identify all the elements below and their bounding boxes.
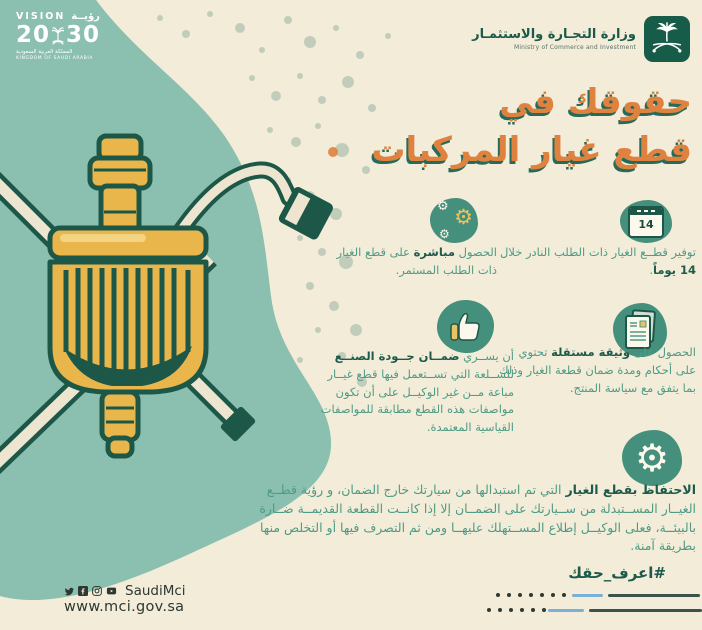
ministry-name-en: Ministry of Commerce and Investment [513,44,636,51]
gear-icon: ⚙ [622,430,682,486]
ministry-name-ar: وزارة التجـارة والاستثمـار [472,27,636,42]
calendar-icon [620,200,672,243]
vision-2030-logo [16,12,126,61]
decor-line-blue [572,594,603,597]
palm-icon [52,27,64,45]
page-title [371,78,692,175]
website-url: www.mci.gov.sa [64,599,185,615]
ministry-logo [472,16,690,62]
year-right: 30 [66,22,101,48]
decor-dots [487,608,546,612]
social-row [64,583,186,599]
section-keep-parts-text: الاحتفاظ بقطع الغيار التي تم استبدالها من سيارتك خارج الضمان، و رؤية قطــع الغيــار المســتبدلة من ســيارتك على الضمــان إلا إذا كانــت القطعة القديمــة ضــارة بالبيئــة، فعلى الوكيــل إطلاع المســتهلك عليهــا ومن ثم التصرف فيها أو التخلص منها بطريقة آمنة. [259,482,696,554]
thumbs-up-icon [437,300,494,353]
title-line-1: حقوقك في [499,82,692,122]
decor-line [608,594,700,597]
vision-word: VISION [16,11,66,22]
social-handle: SaudiMci [125,583,186,599]
title-line-2: قطع غيار المركبات [371,130,692,171]
facebook-icon [78,586,88,596]
section-rare-parts-text: توفير قطــع الغيار ذات الطلب النادر خلال 14 يوماً. [500,245,696,277]
section-direct-supply-text: الحصول مباشرة على قطع الغيار ذات الطلب المستمر. [336,245,497,277]
orange-dot [328,147,338,157]
decor-line-blue [548,609,584,612]
youtube-icon [106,586,117,596]
instagram-icon [92,586,102,596]
twitter-icon [64,586,74,596]
hashtag: #اعرف_حقك [568,564,666,582]
gears-icon: ⚙ ⚙ ⚙ [430,198,478,243]
decor-dots [496,593,566,597]
roya-word: رؤيــة [71,11,100,22]
section-quality-warranty-text: أن يســري ضمــان جــودة الصنــع للســلعة التي تســتعمل فيها قطع غيــار مباعة مــن غير الوكيــل على أن تكون مواصفات هذه القطع مطابقة للمواصفات القياسية المعتمدة. [320,349,514,435]
calendar-number: 14 [638,217,654,231]
year-left: 20 [16,22,51,48]
saudi-emblem-icon [644,16,690,62]
decor-line [589,609,702,612]
kingdom-name-en: KINGDOM OF SAUDI ARABIA [16,55,93,61]
section-warranty-document-text: الحصول على وثيقة مستقلة تحتوي على أحكام ومدة ضمان قطعة الغيار وذلك بما يتفق مع سياسة المنتج. [499,345,696,395]
kingdom-name-ar: المملكة العربية السعودية [16,49,73,55]
